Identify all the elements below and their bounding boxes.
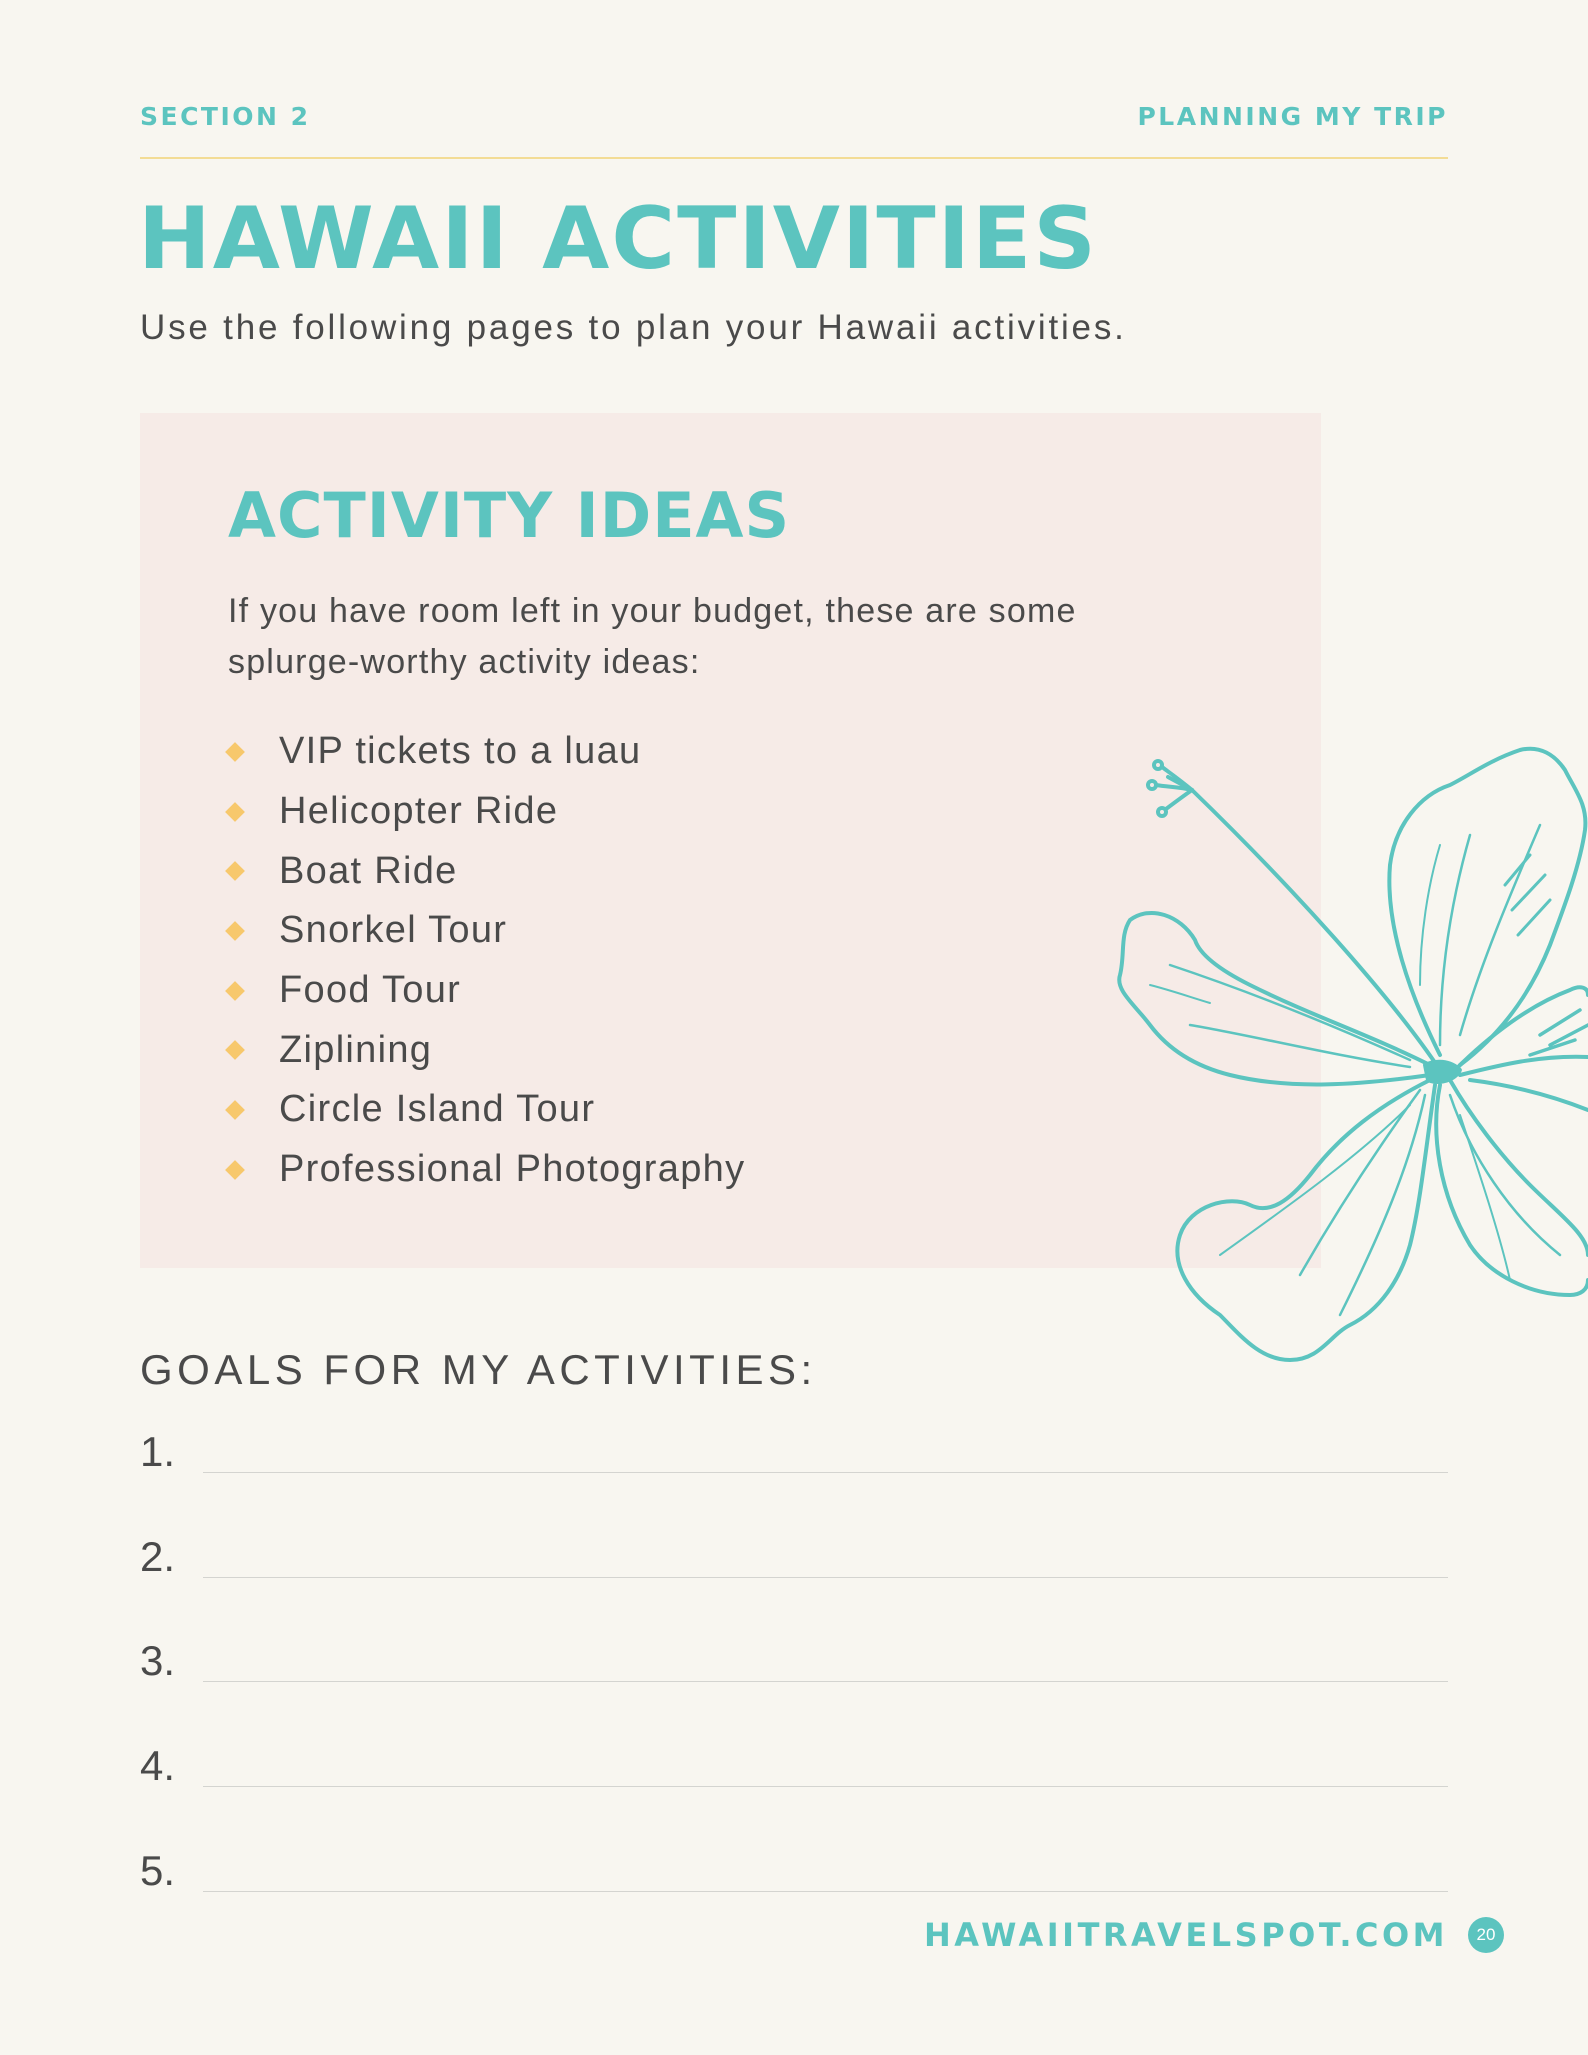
chapter-label: PLANNING MY TRIP — [1137, 102, 1448, 131]
goal-number: 5. — [140, 1847, 176, 1894]
diamond-bullet-icon — [225, 1100, 245, 1120]
diamond-bullet-icon — [225, 861, 245, 881]
activity-idea-label: Ziplining — [279, 1028, 433, 1071]
list-item — [224, 901, 745, 961]
diamond-bullet-icon — [225, 802, 245, 822]
page-subtitle: Use the following pages to plan your Hawaii activities. — [140, 308, 1127, 347]
activity-ideas-title: ACTIVITY IDEAS — [228, 479, 791, 552]
hibiscus-flower-illustration — [1110, 735, 1588, 1365]
activity-idea-label: Snorkel Tour — [279, 909, 508, 952]
list-item — [224, 961, 745, 1021]
list-item — [224, 782, 745, 842]
diamond-bullet-icon — [225, 981, 245, 1001]
footer-website: HAWAIITRAVELSPOT.COM — [924, 1916, 1448, 1954]
goal-number: 1. — [140, 1428, 176, 1475]
goal-row-5 — [140, 1832, 1448, 1892]
list-item — [224, 722, 745, 782]
page-number-badge: 20 — [1468, 1917, 1504, 1953]
list-item — [224, 1140, 745, 1200]
activity-ideas-intro: If you have room left in your budget, these are some splurge-worthy activity ideas: — [228, 592, 1077, 681]
goal-row-3 — [140, 1622, 1448, 1682]
goal-write-line[interactable] — [203, 1472, 1448, 1473]
activity-ideas-list — [224, 722, 745, 1200]
goal-write-line[interactable] — [203, 1891, 1448, 1892]
diamond-bullet-icon — [225, 1160, 245, 1180]
activity-idea-label: VIP tickets to a luau — [279, 730, 642, 773]
goal-number: 4. — [140, 1742, 176, 1789]
goals-title: GOALS FOR MY ACTIVITIES: — [140, 1346, 817, 1393]
goal-number: 2. — [140, 1533, 176, 1580]
diamond-bullet-icon — [225, 921, 245, 941]
goal-row-4 — [140, 1727, 1448, 1787]
header-divider — [140, 157, 1448, 159]
goal-row-1 — [140, 1413, 1448, 1473]
diamond-bullet-icon — [225, 742, 245, 762]
goal-row-2 — [140, 1518, 1448, 1578]
list-item — [224, 841, 745, 901]
activity-idea-label: Professional Photography — [279, 1148, 746, 1191]
goal-write-line[interactable] — [203, 1681, 1448, 1682]
activity-idea-label: Helicopter Ride — [279, 790, 559, 833]
activity-idea-label: Circle Island Tour — [279, 1088, 596, 1131]
activity-idea-label: Food Tour — [279, 969, 462, 1012]
activity-idea-label: Boat Ride — [279, 849, 458, 892]
goal-write-line[interactable] — [203, 1577, 1448, 1578]
diamond-bullet-icon — [225, 1040, 245, 1060]
list-item — [224, 1020, 745, 1080]
list-item — [224, 1080, 745, 1140]
section-label: SECTION 2 — [140, 102, 311, 131]
page-title: HAWAII ACTIVITIES — [138, 189, 1098, 289]
goal-number: 3. — [140, 1637, 176, 1684]
goal-write-line[interactable] — [203, 1786, 1448, 1787]
